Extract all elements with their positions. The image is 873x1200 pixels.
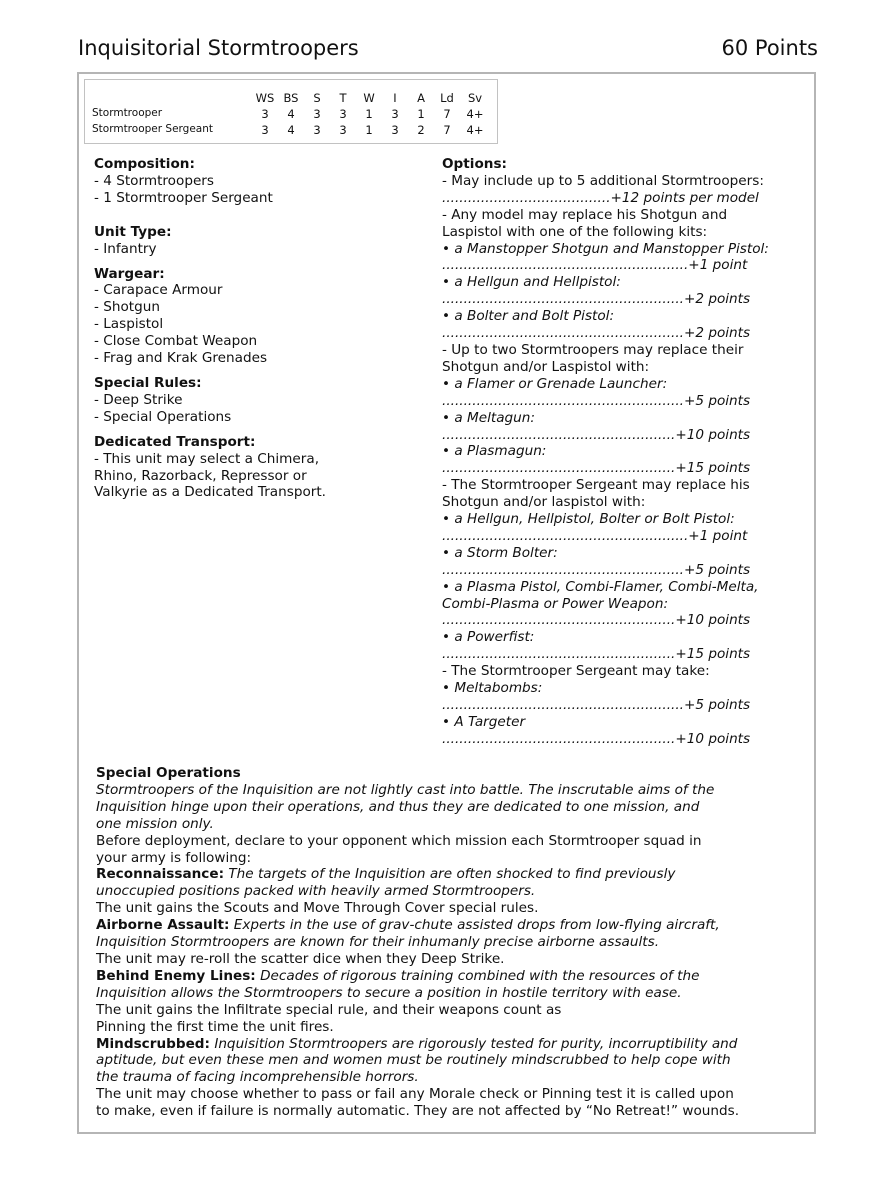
option-line: • a Meltagun:	[442, 409, 535, 426]
mission-name: Behind Enemy Lines:	[96, 967, 256, 984]
profile-value: 4	[287, 123, 295, 137]
flavour-line: unoccupied positions packed with heavily armed Stormtroopers.	[96, 883, 536, 900]
option-line: • a Bolter and Bolt Pistol:	[442, 308, 615, 325]
option-line: • a Storm Bolter:	[442, 544, 558, 561]
option-line: Laspistol with one of the following kits:	[442, 223, 708, 240]
profile-column-header: T	[339, 91, 347, 105]
profile-value: 3	[261, 123, 269, 137]
option-line: ........................................................+2 points	[442, 325, 751, 342]
profile-table	[84, 79, 498, 144]
profile-column-header: S	[313, 91, 321, 105]
flavour-line: the trauma of facing incomprehensible horrors.	[96, 1069, 419, 1086]
profile-column-header: Sv	[467, 91, 483, 105]
rule-line: your army is following:	[96, 849, 252, 866]
composition-block	[94, 156, 414, 207]
profile-model-name: Stormtrooper	[92, 107, 163, 119]
profile-value: 7	[443, 107, 451, 121]
option-line: .........................................................+1 point	[442, 527, 748, 544]
option-line: ......................................................+15 points	[442, 646, 751, 663]
option-line: ........................................................+5 points	[442, 561, 751, 578]
profile-value: 3	[313, 107, 321, 121]
profile-column-header: A	[417, 91, 425, 105]
wargear-block	[94, 266, 414, 367]
mission-line	[96, 968, 796, 985]
list-item: - Close Combat Weapon	[94, 333, 258, 350]
left-column	[94, 156, 414, 501]
option-line: ........................................................+5 points	[442, 392, 751, 409]
list-item: - Infantry	[94, 240, 157, 257]
profile-value: 7	[443, 123, 451, 137]
profile-value: 2	[417, 123, 425, 137]
rule-line: The unit gains the Scouts and Move Through Cover special rules.	[96, 900, 539, 917]
option-line: ......................................................+10 points	[442, 426, 751, 443]
options-column	[442, 156, 802, 748]
flavour-line: Inquisition hinge upon their operations, and thus they are dedicated to one mission, and	[96, 798, 700, 815]
option-line: - The Stormtrooper Sergeant may take:	[442, 663, 710, 680]
option-line: .........................................................+1 point	[442, 257, 748, 274]
option-line: • A Targeter	[442, 713, 526, 730]
profile-value: 4+	[466, 107, 484, 121]
list-item: - 1 Stormtrooper Sergeant	[94, 189, 273, 206]
page-header	[78, 36, 818, 66]
option-line: .......................................+12 points per model	[442, 189, 759, 206]
list-item: - Special Operations	[94, 408, 232, 425]
profile-column-header: W	[363, 91, 375, 105]
option-line: ......................................................+10 points	[442, 612, 751, 629]
option-line: - Any model may replace his Shotgun and	[442, 206, 728, 223]
mission-name: Mindscrubbed:	[96, 1035, 210, 1052]
option-line: - The Stormtrooper Sergeant may replace his	[442, 477, 750, 494]
special-operations-section	[96, 765, 796, 1120]
section-heading: Special Rules:	[94, 374, 202, 391]
option-line: - Up to two Stormtroopers may replace their	[442, 341, 744, 358]
profile-column-header: Ld	[440, 91, 454, 105]
profile-value: 3	[391, 123, 399, 137]
rule-line: The unit may re-roll the scatter dice when they Deep Strike.	[96, 950, 505, 967]
option-line: ........................................................+2 points	[442, 291, 751, 308]
profile-value: 3	[339, 123, 347, 137]
flavour-line: Inquisition allows the Stormtroopers to secure a position in hostile territory with ease.	[96, 984, 682, 1001]
option-line: ......................................................+15 points	[442, 460, 751, 477]
profile-model-name: Stormtrooper Sergeant	[92, 123, 213, 135]
profile-value: 3	[313, 123, 321, 137]
list-item: Rhino, Razorback, Repressor or	[94, 467, 307, 484]
mission-flavour: Decades of rigorous training combined with the resources of the	[260, 967, 700, 984]
options-heading: Options:	[442, 156, 507, 172]
rule-line: The unit gains the Infiltrate special rule, and their weapons count as	[96, 1001, 562, 1018]
option-line: • a Hellgun, Hellpistol, Bolter or Bolt Pistol:	[442, 511, 735, 528]
option-line: • a Manstopper Shotgun and Manstopper Pistol:	[442, 240, 769, 257]
profile-value: 3	[261, 107, 269, 121]
list-item: - Laspistol	[94, 316, 164, 333]
mission-flavour: The targets of the Inquisition are often shocked to find previously	[228, 866, 676, 883]
section-heading: Dedicated Transport:	[94, 433, 256, 450]
profile-value: 4+	[466, 123, 484, 137]
unit-points: 60 Points	[721, 36, 818, 60]
mission-flavour: Inquisition Stormtroopers are rigorously tested for purity, incorruptibility and	[214, 1035, 738, 1052]
mission-line	[96, 866, 796, 883]
rule-line: Before deployment, declare to your opponent which mission each Stormtrooper squad in	[96, 832, 702, 849]
profile-value: 3	[339, 107, 347, 121]
option-line: ......................................................+10 points	[442, 730, 751, 747]
section-heading: Unit Type:	[94, 223, 172, 240]
profile-value: 4	[287, 107, 295, 121]
profile-column-header: WS	[255, 91, 275, 105]
unit-title: Inquisitorial Stormtroopers	[78, 36, 359, 60]
option-line: • Meltabombs:	[442, 680, 543, 697]
section-heading: Wargear:	[94, 265, 165, 282]
option-line: • a Flamer or Grenade Launcher:	[442, 375, 668, 392]
flavour-line: aptitude, but even these men and women must be routinely mindscrubbed to help cope with	[96, 1052, 731, 1069]
profile-value: 1	[365, 107, 373, 121]
flavour-line: Inquisition Stormtroopers are known for their inhumanly precise airborne assaults.	[96, 934, 660, 951]
list-item: Valkyrie as a Dedicated Transport.	[94, 484, 327, 501]
rule-line: The unit may choose whether to pass or fail any Morale check or Pinning test it is called upon	[96, 1086, 734, 1103]
list-item: - This unit may select a Chimera,	[94, 450, 320, 467]
profile-value: 1	[365, 123, 373, 137]
profile-column-header: I	[393, 91, 397, 105]
rule-line: to make, even if failure is normally automatic. They are not affected by “No Retreat!” wounds.	[96, 1103, 740, 1120]
list-item: - Deep Strike	[94, 391, 183, 408]
mission-line	[96, 917, 796, 934]
option-line: • a Powerfist:	[442, 629, 535, 646]
mission-name: Reconnaissance:	[96, 866, 225, 883]
option-line: • a Hellgun and Hellpistol:	[442, 274, 621, 291]
dedicated-transport-block	[94, 434, 414, 502]
profile-value: 1	[417, 107, 425, 121]
flavour-line: Stormtroopers of the Inquisition are not lightly cast into battle. The inscrutable aims of the	[96, 781, 715, 798]
option-line: • a Plasmagun:	[442, 443, 547, 460]
mission-line	[96, 1036, 796, 1053]
rule-line: Pinning the first time the unit fires.	[96, 1018, 334, 1035]
flavour-line: one mission only.	[96, 815, 214, 832]
option-line: Combi-Plasma or Power Weapon:	[442, 595, 669, 612]
special-operations-heading: Special Operations	[96, 765, 241, 781]
option-line: Shotgun and/or laspistol with:	[442, 494, 646, 511]
unit-type-block	[94, 224, 414, 258]
list-item: - Frag and Krak Grenades	[94, 350, 268, 367]
option-line: • a Plasma Pistol, Combi-Flamer, Combi-Melta,	[442, 578, 759, 595]
profile-value: 3	[391, 107, 399, 121]
profile-column-header: BS	[283, 91, 299, 105]
option-line: Shotgun and/or Laspistol with:	[442, 358, 650, 375]
section-heading: Composition:	[94, 156, 195, 172]
list-item: - Carapace Armour	[94, 282, 223, 299]
mission-flavour: Experts in the use of grav-chute assisted drops from low-flying aircraft,	[233, 917, 720, 934]
list-item: - Shotgun	[94, 299, 160, 316]
option-line: - May include up to 5 additional Stormtroopers:	[442, 172, 764, 189]
special-rules-block	[94, 375, 414, 426]
option-line: ........................................................+5 points	[442, 697, 751, 713]
list-item: - 4 Stormtroopers	[94, 172, 214, 189]
mission-name: Airborne Assault:	[96, 917, 230, 934]
